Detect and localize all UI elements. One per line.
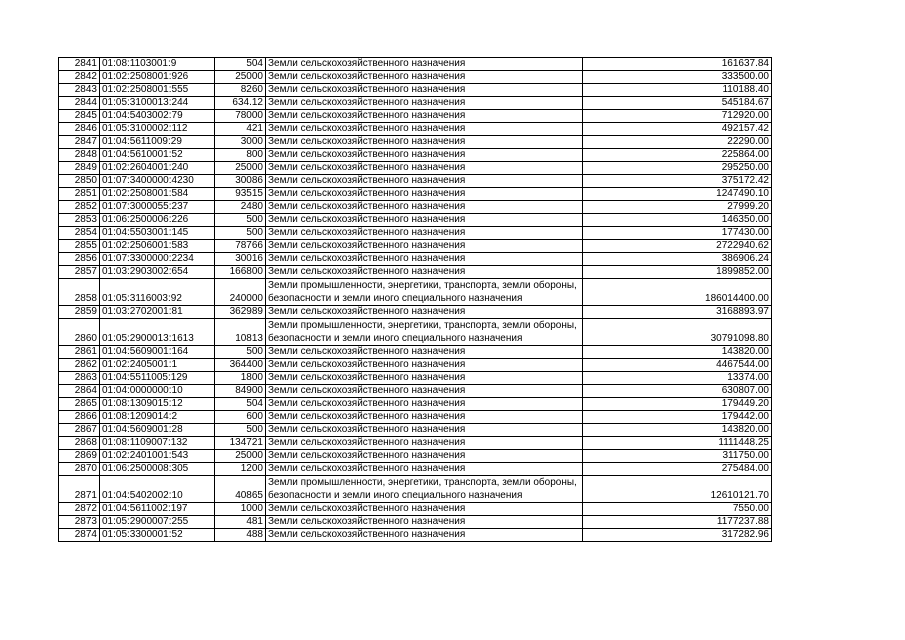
table-row — [59, 359, 772, 372]
cadastral-number-cell: 01:08:1103001:9 — [100, 58, 215, 71]
cadastral-value-cell: 275484.00 — [583, 463, 772, 476]
land-category-cell: Земли сельскохозяйственного назначения — [266, 240, 583, 253]
table-row — [59, 149, 772, 162]
cadastral-value-cell: 630807.00 — [583, 385, 772, 398]
row-number-cell: 2846 — [59, 123, 100, 136]
table-row — [59, 424, 772, 437]
table-row — [59, 97, 772, 110]
cadastral-number-cell: 01:04:5609001:164 — [100, 346, 215, 359]
land-category-cell: Земли сельскохозяйственного назначения — [266, 398, 583, 411]
row-number-cell: 2874 — [59, 529, 100, 542]
row-number-cell: 2860 — [59, 319, 100, 346]
area-cell: 600 — [215, 411, 266, 424]
cadastral-value-cell: 143820.00 — [583, 346, 772, 359]
table-row — [59, 136, 772, 149]
cadastral-number-cell: 01:02:2604001:240 — [100, 162, 215, 175]
cadastral-value-cell: 7550.00 — [583, 503, 772, 516]
row-number-cell: 2848 — [59, 149, 100, 162]
area-cell: 8260 — [215, 84, 266, 97]
area-cell: 364400 — [215, 359, 266, 372]
area-cell: 1200 — [215, 463, 266, 476]
area-cell: 481 — [215, 516, 266, 529]
cadastral-value-cell: 295250.00 — [583, 162, 772, 175]
cadastral-value-cell: 1177237.88 — [583, 516, 772, 529]
area-cell: 78000 — [215, 110, 266, 123]
table-row — [59, 110, 772, 123]
cadastral-number-cell: 01:02:2508001:584 — [100, 188, 215, 201]
cadastral-number-cell: 01:03:2702001:81 — [100, 306, 215, 319]
table-row — [59, 463, 772, 476]
table-row — [59, 450, 772, 463]
row-number-cell: 2870 — [59, 463, 100, 476]
land-category-cell: Земли сельскохозяйственного назначения — [266, 529, 583, 542]
area-cell: 93515 — [215, 188, 266, 201]
table-row — [59, 188, 772, 201]
cadastral-number-cell: 01:05:3100002:112 — [100, 123, 215, 136]
cadastral-number-cell: 01:05:2900013:1613 — [100, 319, 215, 346]
row-number-cell: 2869 — [59, 450, 100, 463]
table-row — [59, 516, 772, 529]
row-number-cell: 2851 — [59, 188, 100, 201]
cadastral-value-cell: 186014400.00 — [583, 279, 772, 306]
cadastral-value-cell: 22290.00 — [583, 136, 772, 149]
land-category-cell: Земли сельскохозяйственного назначения — [266, 149, 583, 162]
area-cell: 3000 — [215, 136, 266, 149]
row-number-cell: 2856 — [59, 253, 100, 266]
table-row — [59, 346, 772, 359]
cadastral-value-cell: 179449.20 — [583, 398, 772, 411]
area-cell: 1800 — [215, 372, 266, 385]
cadastral-number-cell: 01:04:5503001:145 — [100, 227, 215, 240]
cadastral-value-cell: 2722940.62 — [583, 240, 772, 253]
area-cell: 2480 — [215, 201, 266, 214]
table-row — [59, 437, 772, 450]
land-category-cell: Земли сельскохозяйственного назначения — [266, 346, 583, 359]
cadastral-number-cell: 01:04:0000000:10 — [100, 385, 215, 398]
row-number-cell: 2841 — [59, 58, 100, 71]
cadastral-number-cell: 01:06:2500006:226 — [100, 214, 215, 227]
row-number-cell: 2857 — [59, 266, 100, 279]
cadastral-value-cell: 333500.00 — [583, 71, 772, 84]
table-row — [59, 319, 772, 346]
cadastral-value-cell: 27999.20 — [583, 201, 772, 214]
land-category-cell: Земли сельскохозяйственного назначения — [266, 359, 583, 372]
table-row — [59, 214, 772, 227]
table-row — [59, 162, 772, 175]
area-cell: 30086 — [215, 175, 266, 188]
land-category-cell: Земли сельскохозяйственного назначения — [266, 188, 583, 201]
land-category-cell: Земли сельскохозяйственного назначения — [266, 175, 583, 188]
area-cell: 500 — [215, 214, 266, 227]
land-category-cell: Земли сельскохозяйственного назначения — [266, 136, 583, 149]
land-category-cell: Земли сельскохозяйственного назначения — [266, 372, 583, 385]
table-row — [59, 227, 772, 240]
area-cell: 84900 — [215, 385, 266, 398]
area-cell: 30016 — [215, 253, 266, 266]
cadastral-number-cell: 01:08:1309015:12 — [100, 398, 215, 411]
table-row — [59, 253, 772, 266]
row-number-cell: 2850 — [59, 175, 100, 188]
area-cell: 634.12 — [215, 97, 266, 110]
area-cell: 800 — [215, 149, 266, 162]
area-cell: 240000 — [215, 279, 266, 306]
cadastral-value-cell: 1111448.25 — [583, 437, 772, 450]
cadastral-value-cell: 375172.42 — [583, 175, 772, 188]
table-row — [59, 201, 772, 214]
row-number-cell: 2867 — [59, 424, 100, 437]
cadastral-value-cell: 161637.84 — [583, 58, 772, 71]
land-category-cell: Земли сельскохозяйственного назначения — [266, 84, 583, 97]
land-category-cell: Земли сельскохозяйственного назначения — [266, 201, 583, 214]
cadastral-number-cell: 01:02:2401001:543 — [100, 450, 215, 463]
area-cell: 134721 — [215, 437, 266, 450]
row-number-cell: 2852 — [59, 201, 100, 214]
table-row — [59, 175, 772, 188]
row-number-cell: 2871 — [59, 476, 100, 503]
cadastral-number-cell: 01:05:3116003:92 — [100, 279, 215, 306]
table-row — [59, 240, 772, 253]
row-number-cell: 2862 — [59, 359, 100, 372]
land-category-cell: Земли промышленности, энергетики, транспорта, земли обороны, безопасности и земли иного специального назначения — [266, 319, 583, 346]
row-number-cell: 2847 — [59, 136, 100, 149]
cadastral-number-cell: 01:04:5402002:10 — [100, 476, 215, 503]
cadastral-number-cell: 01:02:2405001:1 — [100, 359, 215, 372]
cadastral-number-cell: 01:05:3100013:244 — [100, 97, 215, 110]
cadastral-number-cell: 01:04:5611002:197 — [100, 503, 215, 516]
row-number-cell: 2863 — [59, 372, 100, 385]
land-parcels-table — [58, 57, 772, 542]
land-category-cell: Земли сельскохозяйственного назначения — [266, 110, 583, 123]
cadastral-number-cell: 01:02:2508001:926 — [100, 71, 215, 84]
cadastral-value-cell: 179442.00 — [583, 411, 772, 424]
land-category-cell: Земли промышленности, энергетики, транспорта, земли обороны, безопасности и земли иного специального назначения — [266, 279, 583, 306]
cadastral-number-cell: 01:02:2506001:583 — [100, 240, 215, 253]
area-cell: 25000 — [215, 450, 266, 463]
cadastral-value-cell: 225864.00 — [583, 149, 772, 162]
cadastral-number-cell: 01:02:2508001:555 — [100, 84, 215, 97]
row-number-cell: 2845 — [59, 110, 100, 123]
area-cell: 25000 — [215, 71, 266, 84]
cadastral-number-cell: 01:04:5609001:28 — [100, 424, 215, 437]
area-cell: 166800 — [215, 266, 266, 279]
cadastral-number-cell: 01:05:2900007:255 — [100, 516, 215, 529]
land-category-cell: Земли сельскохозяйственного назначения — [266, 97, 583, 110]
land-category-cell: Земли сельскохозяйственного назначения — [266, 503, 583, 516]
table-row — [59, 123, 772, 136]
row-number-cell: 2849 — [59, 162, 100, 175]
cadastral-number-cell: 01:08:1209014:2 — [100, 411, 215, 424]
area-cell: 500 — [215, 424, 266, 437]
cadastral-value-cell: 712920.00 — [583, 110, 772, 123]
land-category-cell: Земли сельскохозяйственного назначения — [266, 450, 583, 463]
cadastral-value-cell: 146350.00 — [583, 214, 772, 227]
cadastral-number-cell: 01:04:5403002:79 — [100, 110, 215, 123]
cadastral-number-cell: 01:07:3400000:4230 — [100, 175, 215, 188]
area-cell: 362989 — [215, 306, 266, 319]
table-row — [59, 529, 772, 542]
row-number-cell: 2868 — [59, 437, 100, 450]
area-cell: 40865 — [215, 476, 266, 503]
row-number-cell: 2844 — [59, 97, 100, 110]
cadastral-number-cell: 01:04:5611009:29 — [100, 136, 215, 149]
area-cell: 78766 — [215, 240, 266, 253]
table-row — [59, 279, 772, 306]
table-body — [59, 58, 772, 542]
land-category-cell: Земли сельскохозяйственного назначения — [266, 214, 583, 227]
row-number-cell: 2858 — [59, 279, 100, 306]
row-number-cell: 2842 — [59, 71, 100, 84]
cadastral-value-cell: 177430.00 — [583, 227, 772, 240]
area-cell: 500 — [215, 346, 266, 359]
cadastral-number-cell: 01:07:3300000:2234 — [100, 253, 215, 266]
cadastral-number-cell: 01:04:5610001:52 — [100, 149, 215, 162]
area-cell: 500 — [215, 227, 266, 240]
cadastral-value-cell: 4467544.00 — [583, 359, 772, 372]
cadastral-value-cell: 3168893.97 — [583, 306, 772, 319]
table-row — [59, 503, 772, 516]
table-row — [59, 385, 772, 398]
table-row — [59, 306, 772, 319]
row-number-cell: 2866 — [59, 411, 100, 424]
cadastral-number-cell: 01:07:3000055:237 — [100, 201, 215, 214]
land-category-cell: Земли сельскохозяйственного назначения — [266, 411, 583, 424]
land-category-cell: Земли сельскохозяйственного назначения — [266, 162, 583, 175]
land-category-cell: Земли сельскохозяйственного назначения — [266, 253, 583, 266]
table-row — [59, 372, 772, 385]
land-category-cell: Земли сельскохозяйственного назначения — [266, 306, 583, 319]
cadastral-number-cell: 01:06:2500008:305 — [100, 463, 215, 476]
land-category-cell: Земли сельскохозяйственного назначения — [266, 123, 583, 136]
row-number-cell: 2861 — [59, 346, 100, 359]
land-category-cell: Земли сельскохозяйственного назначения — [266, 424, 583, 437]
cadastral-value-cell: 1899852.00 — [583, 266, 772, 279]
row-number-cell: 2854 — [59, 227, 100, 240]
cadastral-value-cell: 545184.67 — [583, 97, 772, 110]
land-category-cell: Земли промышленности, энергетики, транспорта, земли обороны, безопасности и земли иного специального назначения — [266, 476, 583, 503]
cadastral-number-cell: 01:04:5511005:129 — [100, 372, 215, 385]
row-number-cell: 2843 — [59, 84, 100, 97]
area-cell: 504 — [215, 398, 266, 411]
table-row — [59, 71, 772, 84]
table-row — [59, 411, 772, 424]
cadastral-value-cell: 492157.42 — [583, 123, 772, 136]
cadastral-value-cell: 386906.24 — [583, 253, 772, 266]
cadastral-value-cell: 13374.00 — [583, 372, 772, 385]
cadastral-value-cell: 12610121.70 — [583, 476, 772, 503]
cadastral-value-cell: 110188.40 — [583, 84, 772, 97]
land-category-cell: Земли сельскохозяйственного назначения — [266, 58, 583, 71]
cadastral-number-cell: 01:05:3300001:52 — [100, 529, 215, 542]
area-cell: 421 — [215, 123, 266, 136]
table-row — [59, 476, 772, 503]
row-number-cell: 2859 — [59, 306, 100, 319]
cadastral-value-cell: 317282.96 — [583, 529, 772, 542]
cadastral-value-cell: 30791098.80 — [583, 319, 772, 346]
area-cell: 10813 — [215, 319, 266, 346]
table-row — [59, 84, 772, 97]
land-category-cell: Земли сельскохозяйственного назначения — [266, 437, 583, 450]
table-row — [59, 398, 772, 411]
land-category-cell: Земли сельскохозяйственного назначения — [266, 463, 583, 476]
area-cell: 1000 — [215, 503, 266, 516]
row-number-cell: 2865 — [59, 398, 100, 411]
land-category-cell: Земли сельскохозяйственного назначения — [266, 385, 583, 398]
land-category-cell: Земли сельскохозяйственного назначения — [266, 516, 583, 529]
cadastral-number-cell: 01:03:2903002:654 — [100, 266, 215, 279]
row-number-cell: 2853 — [59, 214, 100, 227]
row-number-cell: 2864 — [59, 385, 100, 398]
table-row — [59, 58, 772, 71]
land-category-cell: Земли сельскохозяйственного назначения — [266, 71, 583, 84]
area-cell: 25000 — [215, 162, 266, 175]
table-row — [59, 266, 772, 279]
cadastral-value-cell: 311750.00 — [583, 450, 772, 463]
row-number-cell: 2855 — [59, 240, 100, 253]
cadastral-value-cell: 1247490.10 — [583, 188, 772, 201]
area-cell: 504 — [215, 58, 266, 71]
row-number-cell: 2873 — [59, 516, 100, 529]
land-category-cell: Земли сельскохозяйственного назначения — [266, 227, 583, 240]
area-cell: 488 — [215, 529, 266, 542]
cadastral-value-cell: 143820.00 — [583, 424, 772, 437]
land-category-cell: Земли сельскохозяйственного назначения — [266, 266, 583, 279]
cadastral-number-cell: 01:08:1109007:132 — [100, 437, 215, 450]
row-number-cell: 2872 — [59, 503, 100, 516]
